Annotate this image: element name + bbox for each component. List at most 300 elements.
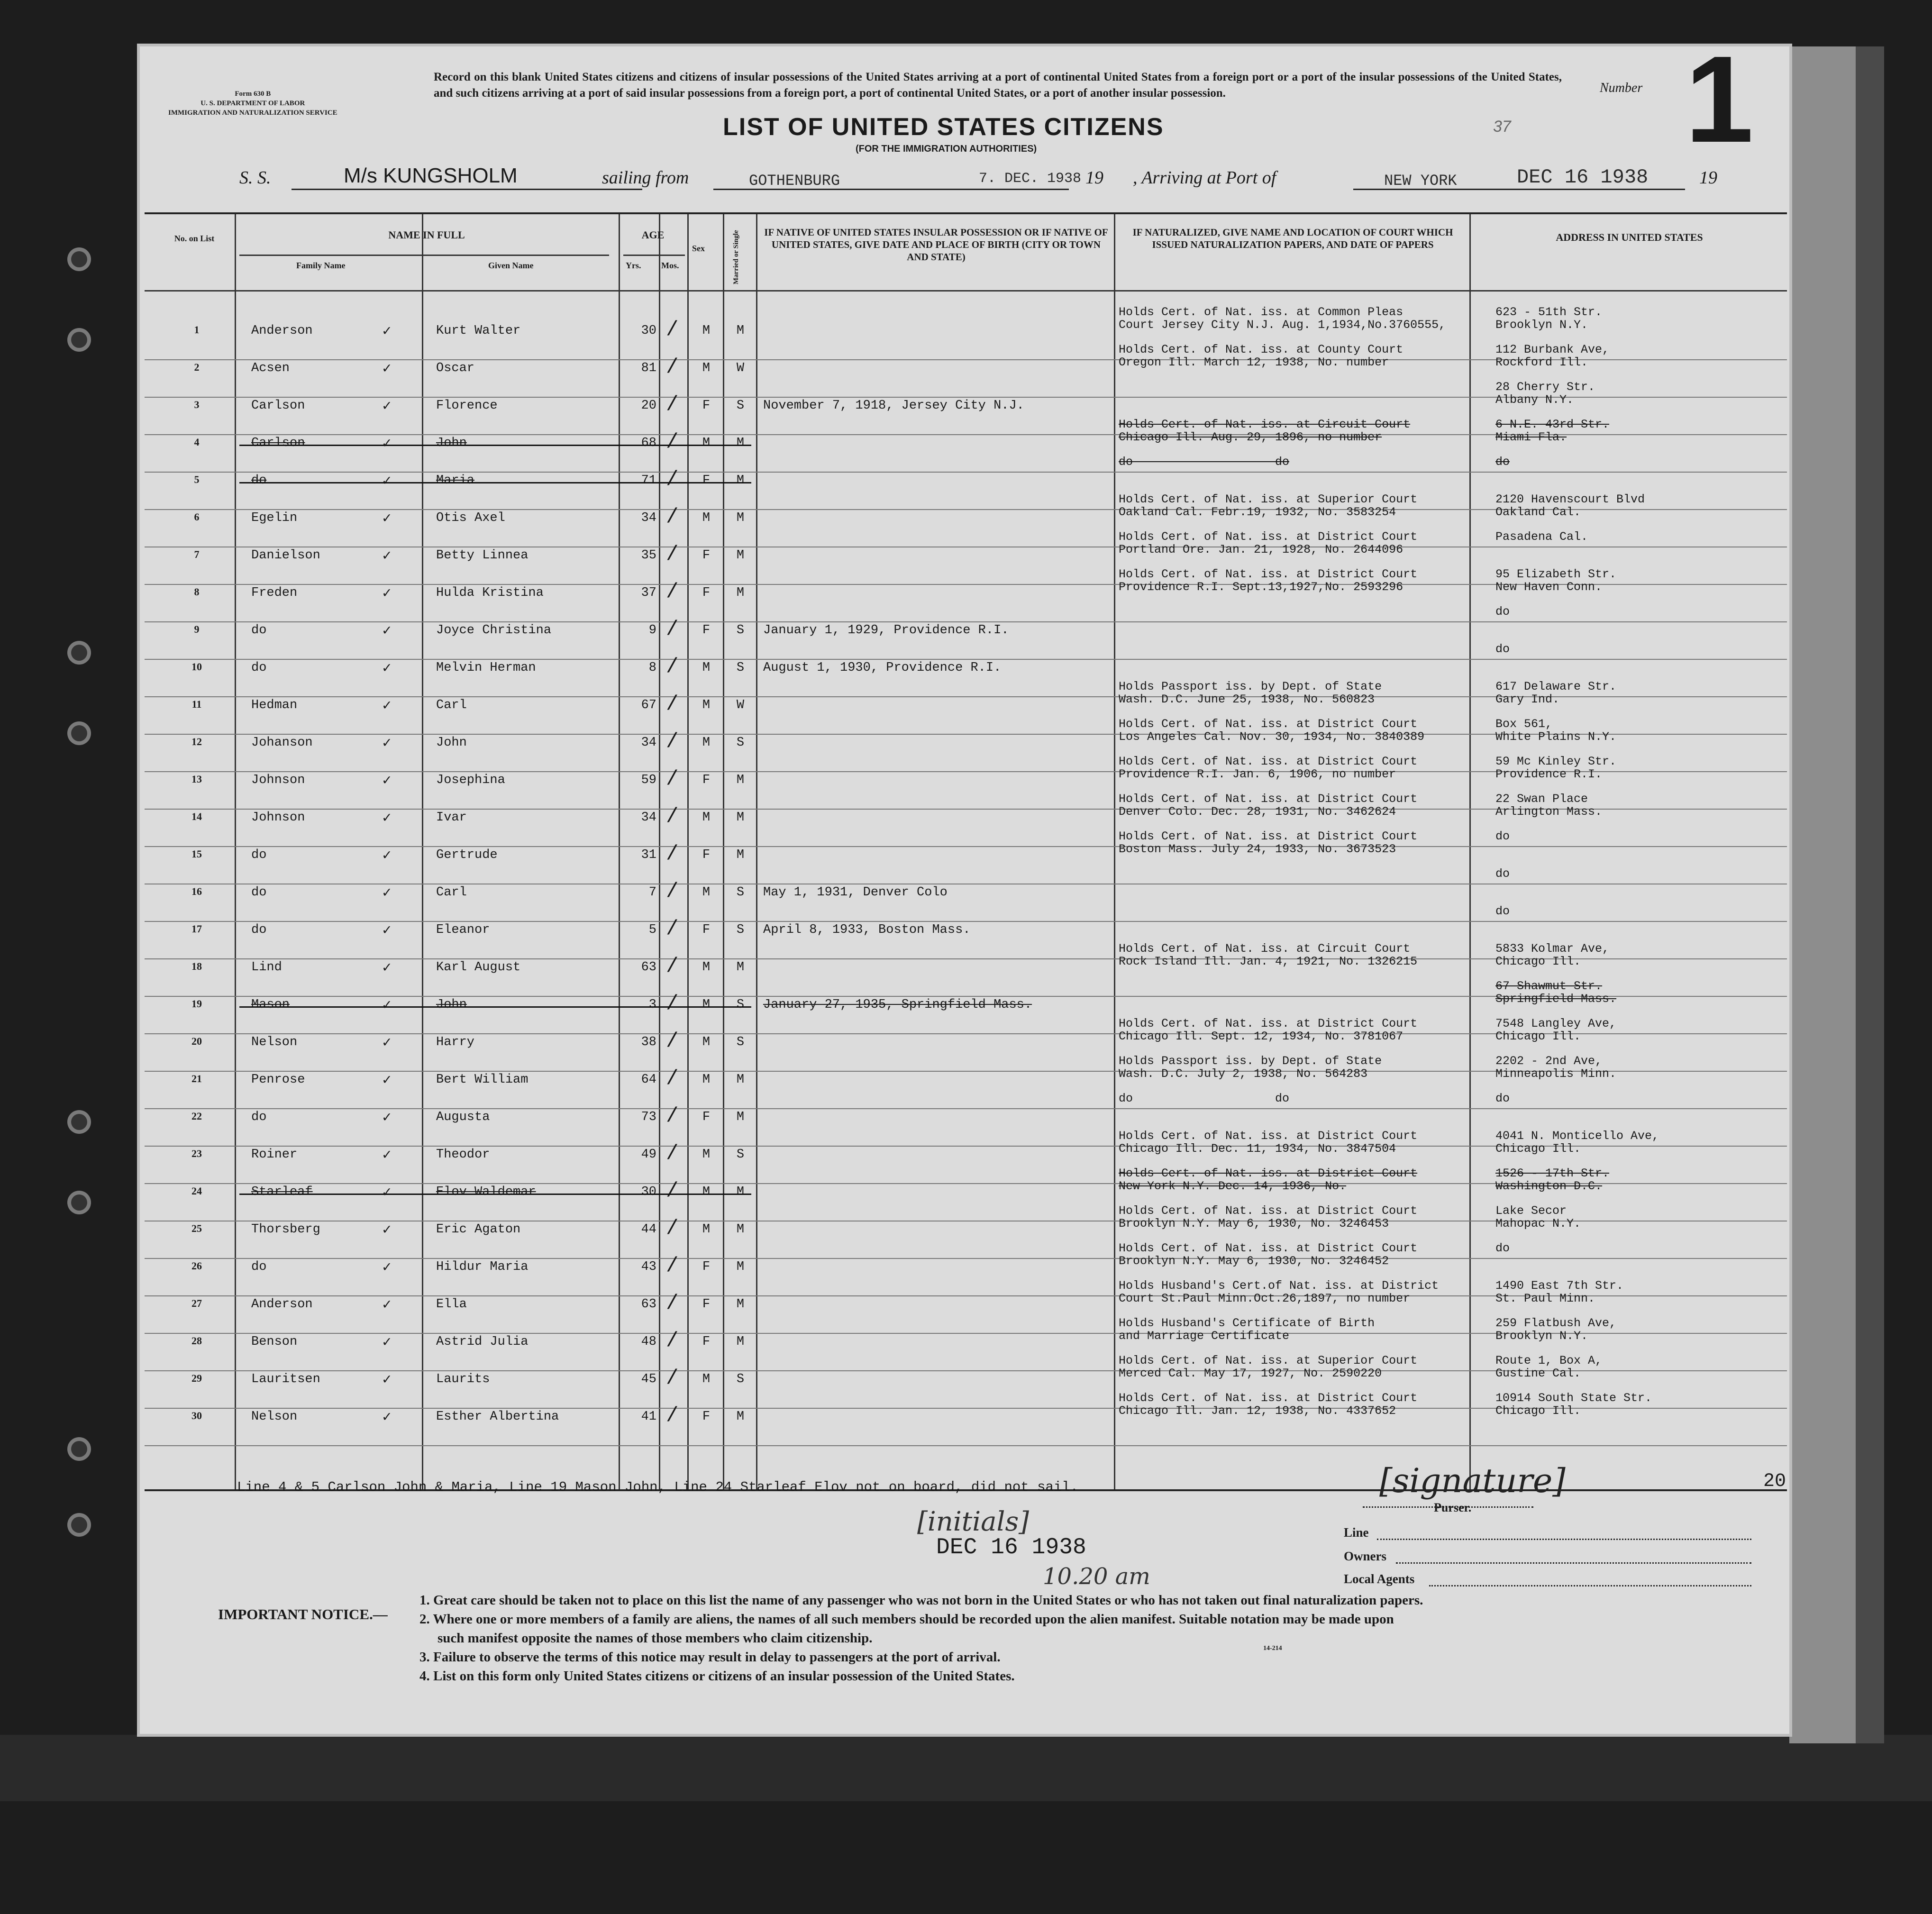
header-months: Mos. [661, 261, 679, 270]
strike-through-line [239, 445, 751, 446]
header-given-name: Given Name [488, 261, 534, 270]
important-item-4: 4. List on this form only United States citizens or citizens of an insular possession of the United States. [419, 1668, 1015, 1684]
passenger-family: Freden [251, 586, 298, 600]
passenger-ms: M [736, 1297, 745, 1312]
passenger-no: 12 [191, 736, 202, 747]
passenger-given: Hildur Maria [436, 1260, 529, 1274]
passenger-family: do [251, 623, 267, 638]
column-divider [723, 214, 724, 1489]
passenger-addr: 2120 Havenscourt Blvd Oakland Cal. [1495, 492, 1645, 519]
checkmark-icon: ✓ [382, 998, 392, 1012]
checkmark-icon: ✓ [382, 548, 392, 563]
line-field-dots [1377, 1539, 1751, 1540]
age-slash-mark: / [666, 430, 679, 454]
row-rule [145, 921, 1787, 922]
passenger-age: 3 [648, 998, 656, 1012]
checkmark-icon: ✓ [382, 736, 392, 750]
passenger-family: do [251, 1110, 267, 1124]
passenger-addr: 1526 - 17th Str. Washington D.C. [1495, 1167, 1610, 1193]
passenger-nat: Holds Cert. of Nat. iss. at District Court Chicago Ill. Dec. 11, 1934, No. 3847504 [1119, 1129, 1418, 1156]
passenger-family: do [251, 848, 267, 862]
checkmark-icon: ✓ [382, 436, 392, 451]
important-notice-label: IMPORTANT NOTICE.— [218, 1606, 388, 1622]
punch-hole [71, 1441, 87, 1457]
age-slash-mark: / [666, 1142, 679, 1166]
passenger-ms: M [736, 1185, 745, 1199]
passenger-family: Danielson [251, 548, 320, 563]
passenger-age: 34 [641, 736, 656, 750]
form-number: Form 630 B [235, 90, 271, 98]
passenger-addr: 623 - 51th Str. Brooklyn N.Y. [1495, 305, 1603, 332]
passenger-ms: M [736, 511, 745, 525]
passenger-no: 10 [191, 661, 202, 673]
passenger-nat: Holds Cert. of Nat. iss. at District Court New York N.Y. Dec. 14, 1936, No. [1119, 1167, 1418, 1193]
passenger-sex: M [702, 960, 711, 975]
age-slash-mark: / [666, 992, 679, 1016]
passenger-addr: do [1495, 829, 1510, 843]
age-slash-mark: / [666, 880, 679, 903]
passenger-ms: M [736, 548, 745, 563]
passenger-family: Penrose [251, 1073, 305, 1087]
checkmark-icon: ✓ [382, 1110, 392, 1125]
port-to: NEW YORK [1384, 172, 1457, 190]
passenger-ms: M [736, 474, 745, 488]
passenger-no: 30 [191, 1410, 202, 1422]
passenger-addr: 617 Delaware Str. Gary Ind. [1495, 680, 1617, 706]
punch-hole [71, 1194, 87, 1211]
punch-hole [71, 645, 87, 661]
checkmark-icon: ✓ [382, 1410, 392, 1424]
age-slash-mark: / [666, 505, 679, 529]
passenger-no: 15 [191, 848, 202, 860]
passenger-family: Benson [251, 1335, 298, 1349]
passenger-ms: M [736, 1073, 745, 1087]
age-slash-mark: / [666, 767, 679, 791]
row-rule [145, 1108, 1787, 1109]
number-label: Number [1600, 81, 1643, 95]
passenger-ms: S [736, 923, 745, 937]
passenger-no: 1 [194, 324, 200, 336]
passenger-nat: Holds Cert. of Nat. iss. at District Court Brooklyn N.Y. May 6, 1930, No. 3246452 [1119, 1241, 1418, 1268]
form-identifier [168, 89, 337, 118]
ship-name: M/s KUNGSHOLM [344, 164, 518, 187]
passenger-sex: F [702, 586, 711, 600]
strike-through-line [239, 1006, 751, 1008]
age-slash-mark: / [666, 1254, 679, 1278]
department-name: U. S. DEPARTMENT OF LABOR [200, 100, 305, 107]
name-subheader-rule [239, 255, 609, 256]
passenger-given: Bert William [436, 1073, 529, 1087]
passenger-no: 27 [191, 1297, 202, 1309]
age-slash-mark: / [666, 355, 679, 379]
checkmark-icon: ✓ [382, 1185, 392, 1200]
passenger-given: Maria [436, 474, 475, 488]
passenger-given: John [436, 436, 467, 450]
page-edge [1789, 46, 1856, 1743]
passenger-addr: 28 Cherry Str. Albany N.Y. [1495, 380, 1595, 407]
sailing-label: sailing from [602, 168, 689, 188]
age-slash-mark: / [666, 1104, 679, 1128]
passenger-no: 24 [191, 1185, 202, 1197]
scan-binder-band [0, 1735, 1932, 1801]
passenger-addr: Pasadena Cal. [1495, 530, 1588, 544]
passenger-no: 13 [191, 773, 202, 785]
passenger-no: 16 [191, 885, 202, 897]
punch-hole [71, 332, 87, 348]
passenger-age: 30 [641, 1185, 656, 1199]
row-rule [145, 621, 1787, 622]
passenger-no: 2 [194, 361, 200, 373]
manifest-sheet [140, 31, 1789, 1734]
passenger-ms: M [736, 1260, 745, 1274]
row-rule [145, 1258, 1787, 1259]
year-label-2: 19 [1699, 168, 1717, 188]
passenger-ms: M [736, 1335, 745, 1349]
passenger-no: 20 [191, 1035, 202, 1047]
passenger-given: Laurits [436, 1372, 490, 1386]
passenger-no: 14 [191, 811, 202, 822]
passenger-no: 17 [191, 923, 202, 935]
passenger-family: Carlson [251, 399, 305, 413]
passenger-sex: F [702, 773, 711, 787]
passenger-sex: M [702, 1073, 711, 1087]
pencil-mark: 37 [1493, 118, 1511, 136]
passenger-nat: Holds Husband's Cert.of Nat. iss. at District Court St.Paul Minn.Oct.26,1897, no number [1119, 1279, 1439, 1305]
passenger-addr: 59 Mc Kinley Str. Providence R.I. [1495, 755, 1617, 781]
column-divider [687, 214, 689, 1489]
header-address: ADDRESS IN UNITED STATES [1556, 231, 1703, 243]
checkmark-icon: ✓ [382, 474, 392, 488]
passenger-family: Anderson [251, 1297, 313, 1312]
passenger-sex: M [702, 661, 711, 675]
passenger-family: do [251, 661, 267, 675]
passenger-sex: F [702, 1335, 711, 1349]
passenger-age: 73 [641, 1110, 656, 1124]
checkmark-icon: ✓ [382, 1297, 392, 1312]
passenger-sex: F [702, 623, 711, 638]
passenger-ms: W [736, 361, 745, 375]
passenger-no: 25 [191, 1222, 202, 1234]
strike-through-line [239, 482, 751, 483]
punch-hole [71, 1517, 87, 1533]
important-item-2-cont: such manifest opposite the names of those members who claim citizenship. [437, 1631, 873, 1646]
passenger-nat: Holds Cert. of Nat. iss. at Common Pleas Court Jersey City N.J. Aug. 1,1934,No.3760555, [1119, 305, 1446, 332]
list-number: 1 [1685, 31, 1754, 168]
passenger-nat: Holds Cert. of Nat. iss. at District Court Providence R.I. Jan. 6, 1906, no number [1119, 755, 1418, 781]
column-divider [756, 214, 757, 1489]
passenger-family: Thorsberg [251, 1222, 320, 1237]
passenger-family: Johanson [251, 736, 313, 750]
passenger-family: Lind [251, 960, 282, 975]
age-slash-mark: / [666, 1367, 679, 1390]
passenger-age: 35 [641, 548, 656, 563]
date-to: DEC 16 1938 [1517, 166, 1649, 189]
passenger-age: 9 [648, 623, 656, 638]
age-slash-mark: / [666, 730, 679, 754]
passenger-family: Egelin [251, 511, 298, 525]
passenger-given: Eric Agaton [436, 1222, 521, 1237]
header-family-name: Family Name [296, 261, 346, 270]
passenger-addr: 67 Shawmut Str. Springfield Mass. [1495, 979, 1617, 1006]
age-slash-mark: / [666, 955, 679, 978]
passenger-addr: do [1495, 1092, 1510, 1105]
checkmark-icon: ✓ [382, 399, 392, 413]
passenger-family: Hedman [251, 698, 298, 712]
passenger-nat: Holds Husband's Certificate of Birth and Marriage Certificate [1119, 1316, 1375, 1343]
passenger-family: Johnson [251, 811, 305, 825]
passenger-nat: do do [1119, 455, 1290, 469]
passenger-nat: Holds Cert. of Nat. iss. at Circuit Court Chicago Ill. Aug. 29, 1896, no number [1119, 418, 1411, 444]
passenger-given: Melvin Herman [436, 661, 536, 675]
passenger-addr: 10914 South State Str. Chicago Ill. [1495, 1391, 1652, 1418]
passenger-addr: 112 Burbank Ave, Rockford Ill. [1495, 343, 1610, 369]
service-name: IMMIGRATION AND NATURALIZATION SERVICE [168, 109, 337, 117]
header-married-single: Married or Single [732, 230, 740, 284]
row-rule [145, 659, 1787, 660]
passenger-addr: 1490 East 7th Str. St. Paul Minn. [1495, 1279, 1624, 1305]
passenger-no: 21 [191, 1073, 202, 1085]
passenger-sex: M [702, 698, 711, 712]
passenger-birth: January 27, 1935, Springfield Mass. [763, 998, 1032, 1012]
passenger-given: Otis Axel [436, 511, 505, 525]
passenger-family: Lauritsen [251, 1372, 320, 1386]
header-sex: Sex [692, 244, 705, 253]
passenger-given: Esther Albertina [436, 1410, 559, 1424]
header-years: Yrs. [626, 261, 641, 270]
passenger-no: 26 [191, 1260, 202, 1272]
column-divider [1469, 214, 1471, 1489]
passenger-no: 18 [191, 960, 202, 972]
age-slash-mark: / [666, 917, 679, 941]
passenger-no: 29 [191, 1372, 202, 1384]
passenger-addr: Lake Secor Mahopac N.Y. [1495, 1204, 1581, 1230]
passenger-family: do [251, 1260, 267, 1274]
passenger-nat: Holds Cert. of Nat. iss. at Superior Court Oakland Cal. Febr.19, 1932, No. 3583254 [1119, 492, 1418, 519]
age-slash-mark: / [666, 805, 679, 829]
passenger-sex: M [702, 885, 711, 900]
checkmark-icon: ✓ [382, 623, 392, 638]
passenger-nat: Holds Cert. of Nat. iss. at Superior Court Merced Cal. May 17, 1927, No. 2590220 [1119, 1354, 1418, 1380]
passenger-no: 4 [194, 436, 200, 448]
passenger-sex: F [702, 1297, 711, 1312]
age-slash-mark: / [666, 580, 679, 604]
passenger-family: Starleaf [251, 1185, 313, 1199]
important-item-1: 1. Great care should be taken not to place on this list the name of any passenger who was not born in the United States or who has not taken out final naturalization papers. [419, 1593, 1423, 1608]
passenger-given: John [436, 998, 467, 1012]
passenger-ms: M [736, 848, 745, 862]
passenger-sex: F [702, 1260, 711, 1274]
passenger-sex: M [702, 324, 711, 338]
passenger-ms: S [736, 623, 745, 638]
owners-field-dots [1396, 1562, 1751, 1564]
passenger-given: Carl [436, 885, 467, 900]
passenger-ms: W [736, 698, 745, 712]
passenger-ms: M [736, 1222, 745, 1237]
header-no-on-list: No. on List [174, 234, 215, 243]
checkmark-icon: ✓ [382, 361, 392, 376]
checkmark-icon: ✓ [382, 511, 392, 526]
checkmark-icon: ✓ [382, 661, 392, 675]
passenger-nat: Holds Passport iss. by Dept. of State Wash. D.C. June 25, 1938, No. 560823 [1119, 680, 1382, 706]
passenger-sex: F [702, 923, 711, 937]
passenger-family: Nelson [251, 1035, 298, 1049]
passenger-given: Hulda Kristina [436, 586, 544, 600]
passenger-count: 20 [1763, 1471, 1786, 1492]
important-item-3: 3. Failure to observe the terms of this notice may result in delay to passengers at the port of arrival. [419, 1650, 1001, 1665]
checkmark-icon: ✓ [382, 1222, 392, 1237]
passenger-addr: 4041 N. Monticello Ave, Chicago Ill. [1495, 1129, 1659, 1156]
passenger-age: 20 [641, 399, 656, 413]
passenger-addr: 5833 Kolmar Ave, Chicago Ill. [1495, 942, 1610, 968]
passenger-ms: S [736, 885, 745, 900]
passenger-addr: Route 1, Box A, Gustine Cal. [1495, 1354, 1603, 1380]
age-slash-mark: / [666, 842, 679, 866]
passenger-no: 23 [191, 1148, 202, 1159]
passenger-ms: S [736, 998, 745, 1012]
passenger-age: 41 [641, 1410, 656, 1424]
passenger-sex: F [702, 848, 711, 862]
inspection-date-stamp: DEC 16 1938 [936, 1535, 1086, 1560]
passenger-age: 37 [641, 586, 656, 600]
passenger-age: 45 [641, 1372, 656, 1386]
passenger-nat: Holds Cert. of Nat. iss. at District Court Chicago Ill. Sept. 12, 1934, No. 3781067 [1119, 1017, 1418, 1043]
passenger-given: Kurt Walter [436, 324, 521, 338]
checkmark-icon: ✓ [382, 698, 392, 713]
column-divider [422, 214, 423, 1489]
age-slash-mark: / [666, 1292, 679, 1315]
date-from: 7. DEC. 1938 [979, 171, 1082, 187]
purser-signature: [signature] [1379, 1461, 1566, 1500]
age-slash-mark: / [666, 468, 679, 492]
passenger-ms: M [736, 1410, 745, 1424]
top-notice: Record on this blank United States citizens and citizens of insular possessions of the United States arriving at a port of continental United States from a foreign port or a port of the insular possessions of the United States, and such citizens arriving at a port of said insular possessions from a foreign port, a port of continental United States, or a port of another insular possession. [434, 71, 1562, 100]
passenger-given: Joyce Christina [436, 623, 552, 638]
passenger-sex: M [702, 736, 711, 750]
passenger-nat: Holds Cert. of Nat. iss. at District Court Chicago Ill. Jan. 12, 1938, No. 4337652 [1119, 1391, 1418, 1418]
passenger-given: John [436, 736, 467, 750]
ship-fill-line [292, 189, 642, 190]
header-name-in-full: NAME IN FULL [388, 229, 465, 241]
passenger-ms: S [736, 399, 745, 413]
checkmark-icon: ✓ [382, 586, 392, 601]
passenger-family: do [251, 923, 267, 937]
passenger-given: Ivar [436, 811, 467, 825]
passenger-sex: M [702, 436, 711, 450]
passenger-addr: 259 Flatbush Ave, Brooklyn N.Y. [1495, 1316, 1617, 1343]
passenger-age: 63 [641, 1297, 656, 1312]
header-naturalized: IF NATURALIZED, GIVE NAME AND LOCATION OF COURT WHICH ISSUED NATURALIZATION PAPERS, AND DATE OF PAPERS [1132, 227, 1453, 250]
passenger-sex: F [702, 548, 711, 563]
checkmark-icon: ✓ [382, 1260, 392, 1275]
passenger-given: Oscar [436, 361, 475, 375]
port-from: GOTHENBURG [749, 172, 840, 190]
passenger-addr: 2202 - 2nd Ave, Minneapolis Minn. [1495, 1054, 1617, 1081]
passenger-addr: 22 Swan Place Arlington Mass. [1495, 792, 1603, 819]
passenger-family: Carlson [251, 436, 305, 450]
passenger-ms: M [736, 1110, 745, 1124]
passenger-age: 8 [648, 661, 656, 675]
passenger-age: 7 [648, 885, 656, 900]
passenger-age: 30 [641, 324, 656, 338]
passenger-age: 68 [641, 436, 656, 450]
checkmark-icon: ✓ [382, 324, 392, 338]
passenger-addr: 95 Elizabeth Str. New Haven Conn. [1495, 567, 1617, 594]
passenger-nat: Holds Cert. of Nat. iss. at District Court Portland Ore. Jan. 21, 1928, No. 2644096 [1119, 530, 1418, 556]
passenger-addr: 7548 Langley Ave, Chicago Ill. [1495, 1017, 1617, 1043]
passenger-age: 81 [641, 361, 656, 375]
passenger-age: 34 [641, 511, 656, 525]
passenger-age: 48 [641, 1335, 656, 1349]
passenger-family: Anderson [251, 324, 313, 338]
punch-hole [71, 725, 87, 741]
checkmark-icon: ✓ [382, 811, 392, 825]
inspector-initials: [initials] [917, 1506, 1030, 1537]
header-native: IF NATIVE OF UNITED STATES INSULAR POSSESSION OR IF NATIVE OF UNITED STATES, GIVE DATE AND PLACE OF BIRTH (CITY OR TOWN AND STATE) [764, 227, 1108, 263]
passenger-no: 28 [191, 1335, 202, 1347]
checkmark-icon: ✓ [382, 1073, 392, 1087]
passenger-given: Harry [436, 1035, 475, 1049]
ss-label: S. S. [239, 168, 271, 188]
passenger-sex: F [702, 399, 711, 413]
passenger-sex: M [702, 361, 711, 375]
age-slash-mark: / [666, 1404, 679, 1428]
passenger-sex: M [702, 998, 711, 1012]
passenger-given: Theodor [436, 1148, 490, 1162]
passenger-birth: May 1, 1931, Denver Colo [763, 885, 948, 900]
passenger-addr: 6 N.E. 43rd Str. Miami Fla. [1495, 418, 1610, 444]
passenger-family: Johnson [251, 773, 305, 787]
passenger-family: do [251, 885, 267, 900]
checkmark-icon: ✓ [382, 1148, 392, 1162]
passenger-ms: M [736, 324, 745, 338]
footer-note: Line 4 & 5 Carlson John & Maria, Line 19 Mason John, Line 24 Starleaf Elov not on board, did not sail. [237, 1479, 1079, 1495]
passenger-age: 49 [641, 1148, 656, 1162]
passenger-age: 67 [641, 698, 656, 712]
passenger-age: 34 [641, 811, 656, 825]
age-slash-mark: / [666, 318, 679, 342]
passenger-ms: S [736, 1148, 745, 1162]
passenger-nat: Holds Cert. of Nat. iss. at District Court Providence R.I. Sept.13,1927,No. 2593296 [1119, 567, 1418, 594]
passenger-no: 19 [191, 998, 202, 1010]
passenger-sex: M [702, 1035, 711, 1049]
passenger-family: do [251, 474, 267, 488]
passenger-birth: April 8, 1933, Boston Mass. [763, 923, 971, 937]
passenger-age: 5 [648, 923, 656, 937]
passenger-birth: August 1, 1930, Providence R.I. [763, 661, 1002, 675]
passenger-sex: M [702, 511, 711, 525]
strike-through-line [239, 1194, 751, 1195]
page-title: LIST OF UNITED STATES CITIZENS [723, 113, 1164, 141]
passenger-given: Josephina [436, 773, 505, 787]
checkmark-icon: ✓ [382, 1372, 392, 1387]
checkmark-icon: ✓ [382, 1335, 392, 1349]
passenger-ms: M [736, 773, 745, 787]
passenger-ms: S [736, 1035, 745, 1049]
passenger-addr: do [1495, 867, 1510, 881]
passenger-nat: Holds Passport iss. by Dept. of State Wash. D.C. July 2, 1938, No. 564283 [1119, 1054, 1382, 1081]
age-slash-mark: / [666, 1329, 679, 1353]
age-slash-mark: / [666, 393, 679, 417]
passenger-given: Eleanor [436, 923, 490, 937]
column-divider [659, 214, 660, 1489]
passenger-given: Betty Linnea [436, 548, 529, 563]
arriving-label: , Arriving at Port of [1133, 168, 1276, 188]
passenger-age: 64 [641, 1073, 656, 1087]
passenger-sex: M [702, 811, 711, 825]
passenger-nat: Holds Cert. of Nat. iss. at Circuit Court Rock Island Ill. Jan. 4, 1921, No. 1326215 [1119, 942, 1418, 968]
passenger-no: 3 [194, 399, 200, 410]
passenger-nat: Holds Cert. of Nat. iss. at District Court Boston Mass. July 24, 1933, No. 3673523 [1119, 829, 1418, 856]
